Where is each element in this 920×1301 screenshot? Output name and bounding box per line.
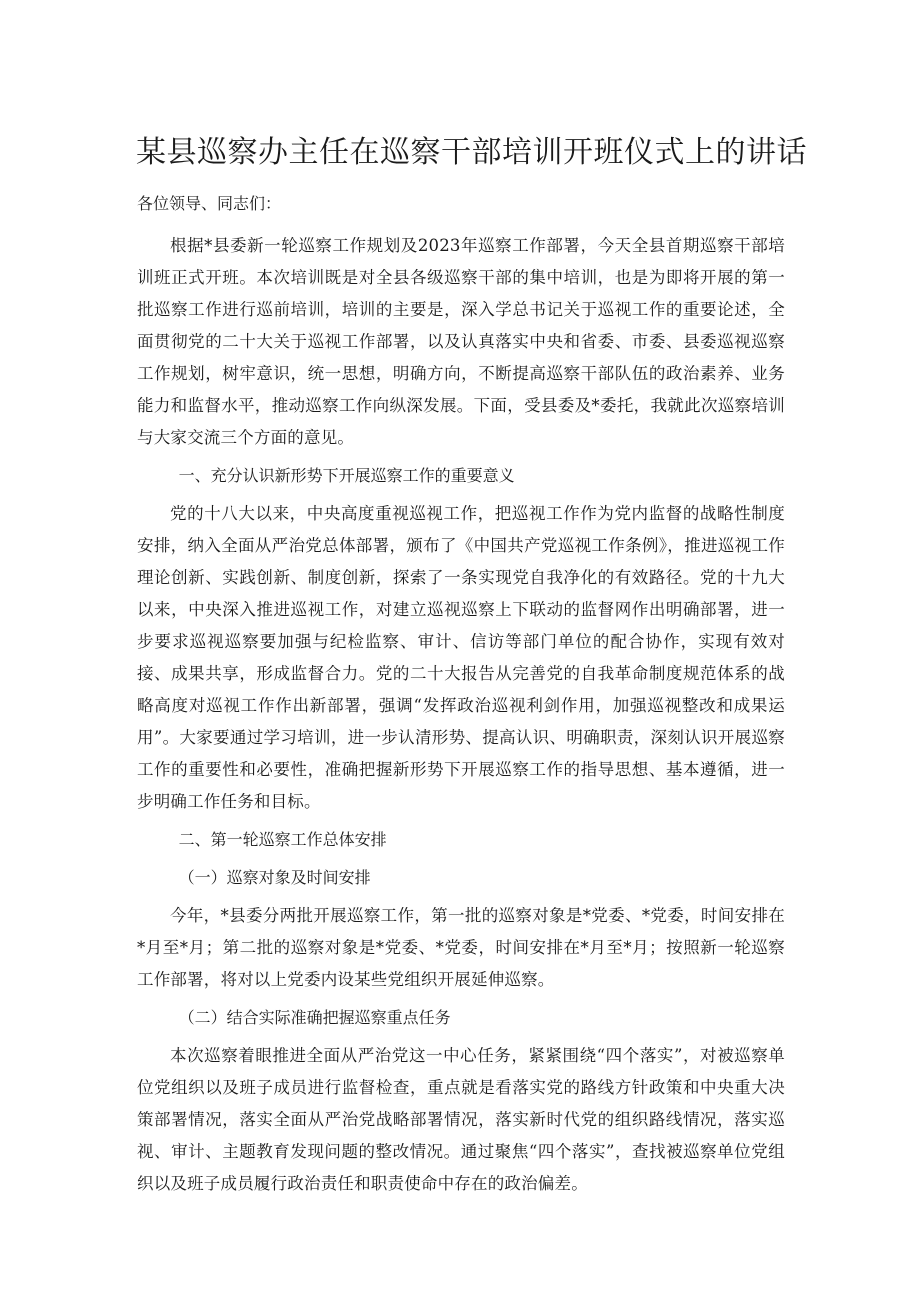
subsection-2-heading: （二）结合实际准确把握巡察重点任务: [178, 1008, 451, 1027]
intro-paragraph: 根据*县委新一轮巡察工作规划及2023年巡察工作部署，今天全县首期巡察干部培训班正式开班。本次培训既是对全县各级巡察干部的集中培训，也是为即将开展的第一批巡察工作进行巡前培训，培训的主要是，深入学总书记关于巡视工作的重要论述，全面贯彻党的二十大关于巡视工作部署，以及认真落实中央和省委、市委、县委巡视巡察工作规划，树牢意识，统一思想，明确方向，不断提高巡察干部队伍的政治素养、业务能力和监督水平，推动巡察工作向纵深发展。下面，受县委及*委托，我就此次巡察培训与大家交流三个方面的意见。: [137, 236, 785, 447]
document-title: 某县巡察办主任在巡察干部培训开班仪式上的讲话: [136, 135, 807, 170]
subsection-2-paragraph: 本次巡察着眼推进全面从严治党这一中心任务，紧紧围绕“四个落实”，对被巡察单位党组织以及班子成员进行监督检查，重点就是看落实党的路线方针政策和中央重大决策部署情况，落实全面从严治党战略部署情况，落实新时代党的组织路线情况，落实巡视、审计、主题教育发现问题的整改情况。通过聚焦“四个落实”，查找被巡察单位党组织以及班子成员履行政治责任和职责使命中存在的政治偏差。: [137, 1046, 785, 1193]
salutation: 各位领导、同志们：: [137, 194, 282, 213]
subsection-1-heading: （一）巡察对象及时间安排: [178, 868, 371, 887]
section-1-paragraph: 党的十八大以来，中央高度重视巡视工作，把巡视工作作为党内监督的战略性制度安排，纳入全面从严治党总体部署，颁布了《中国共产党巡视工作条例》，推进巡视工作理论创新、实践创新、制度创新，探索了一条实现党自我净化的有效路径。党的十九大以来，中央深入推进巡视工作，对建立巡视巡察上下联动的监督网作出明确部署，进一步要求巡视巡察要加强与纪检监察、审计、信访等部门单位的配合协作，实现有效对接、成果共享，形成监督合力。党的二十大报告从完善党的自我革命制度规范体系的战略高度对巡视工作作出新部署，强调“发挥政治巡视利剑作用，加强巡视整改和成果运用”。大家要通过学习培训，进一步认清形势、提高认识、明确职责，深刻认识开展巡察工作的重要性和必要性，准确把握新形势下开展巡察工作的指导思想、基本遵循，进一步明确工作任务和目标。: [137, 504, 785, 811]
subsection-1-paragraph: 今年，*县委分两批开展巡察工作，第一批的巡察对象是*党委、*党委，时间安排在*月至*月；第二批的巡察对象是*党委、*党委，时间安排在*月至*月；按照新一轮巡察工作部署，将对以上党委内设某些党组织开展延伸巡察。: [137, 906, 785, 989]
section-1-heading: 一、充分认识新形势下开展巡察工作的重要意义: [178, 466, 515, 485]
document-body: [137, 230, 785, 1200]
section-2-heading: 二、第一轮巡察工作总体安排: [178, 830, 387, 849]
